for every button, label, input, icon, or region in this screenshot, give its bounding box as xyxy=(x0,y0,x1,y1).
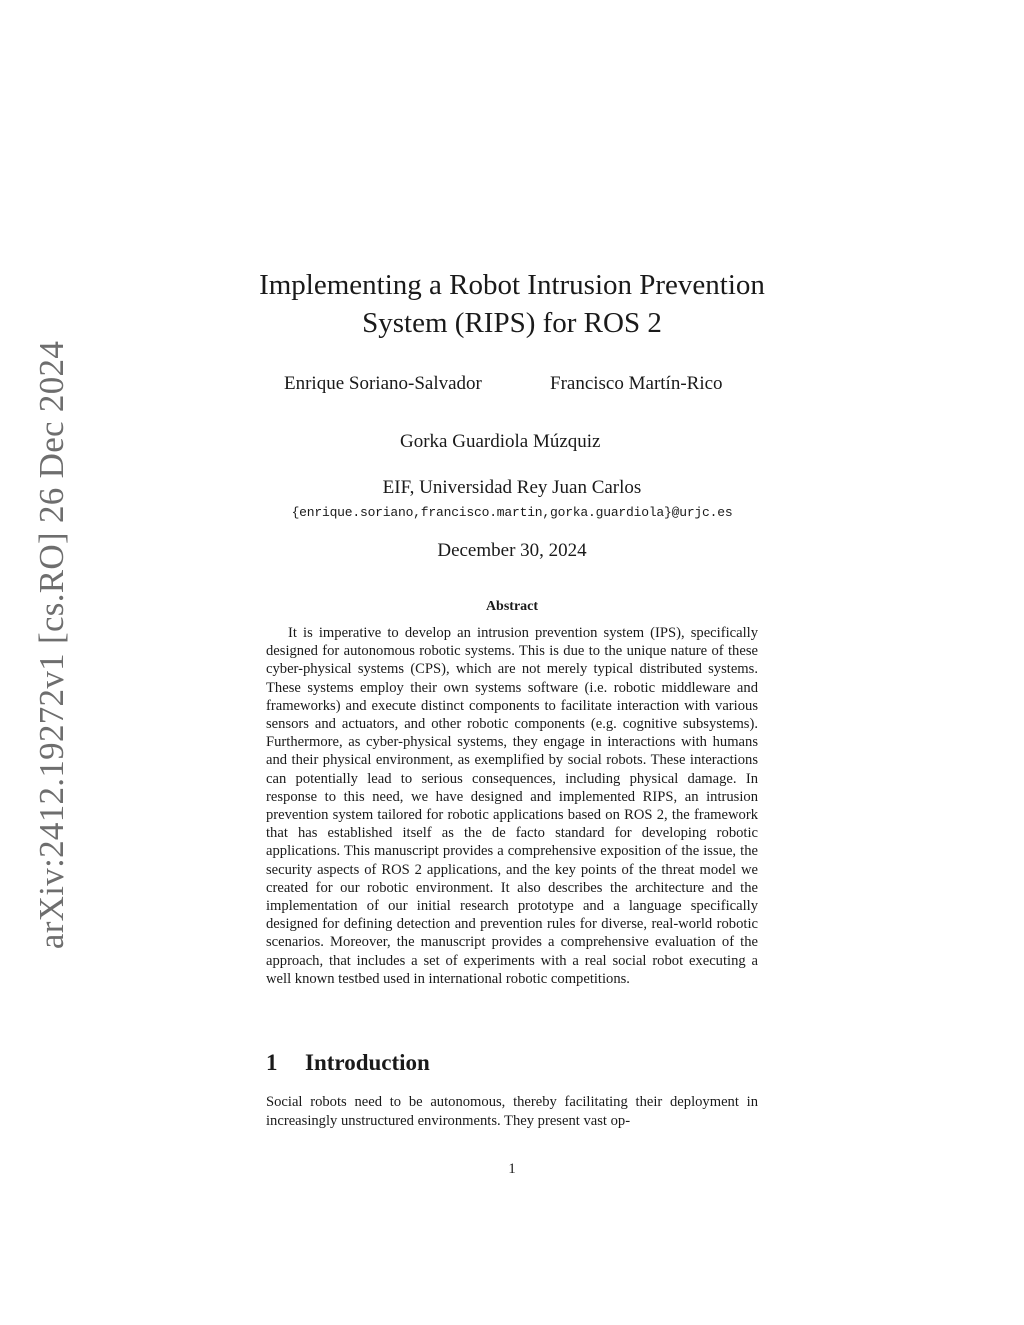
affiliation: EIF, Universidad Rey Juan Carlos xyxy=(382,477,642,498)
section-title: Introduction xyxy=(305,1050,430,1075)
paper-date: December 30, 2024 xyxy=(437,540,587,561)
intro-text: Social robots need to be autonomous, thereby facilitating their deployment in increasingly unstructured environments. They present vast op- xyxy=(266,1094,758,1129)
page-number: 1 xyxy=(508,1161,516,1177)
abstract-heading: Abstract xyxy=(485,599,539,614)
arxiv-stamp: arXiv:2412.19272v1 [cs.RO] 26 Dec 2024 xyxy=(32,340,71,950)
title-line-1: Implementing a Robot Intrusion Prevention xyxy=(259,269,765,301)
abstract-text: It is imperative to develop an intrusion prevention system (IPS), specifically designed for autonomous robotic systems. This is due to the unique nature of these cyber-physical systems (CPS), which are not merely typical distributed systems. These systems employ their own systems software (i.e. robotic middleware and frameworks) and execute distinct components to facilitate interaction with various sensors and actuators, and other robotic components (e.g. cognitive subsystems). Furthermore, as cyber-physical systems, they engage in interactions with humans and their physical environment, as exemplified by social robots. These interactions can potentially lead to serious consequences, including physical damage. In response to this need, we have designed and implemented RIPS, an intrusion prevention system tailored for robotic applications based on ROS 2, the framework that has established itself as the de facto standard for developing robotic applications. This manuscript provides a comprehensive exposition of the issue, the security aspects of ROS 2 applications, and the key points of the threat model we created for our robotic environment. It also describes the architecture and the implementation of our initial research prototype and a language specifically designed for defining detection and prevention rules for diverse, real-world robotic scenarios. Moreover, the manuscript provides a comprehensive evaluation of the approach, that includes a set of experiments with a real social robot executing a well known testbed used in international robotic competitions. xyxy=(266,625,758,987)
title-line-2: System (RIPS) for ROS 2 xyxy=(362,307,662,339)
section-heading xyxy=(266,1050,430,1076)
author-emails: {enrique.soriano,francisco.martin,gorka.guardiola}@urjc.es xyxy=(291,505,733,520)
author-1: Enrique Soriano-Salvador xyxy=(284,373,482,394)
author-3: Gorka Guardiola Múzquiz xyxy=(400,431,601,452)
author-2: Francisco Martín-Rico xyxy=(550,373,723,394)
page-title xyxy=(200,266,824,342)
section-number: 1 xyxy=(266,1050,278,1075)
